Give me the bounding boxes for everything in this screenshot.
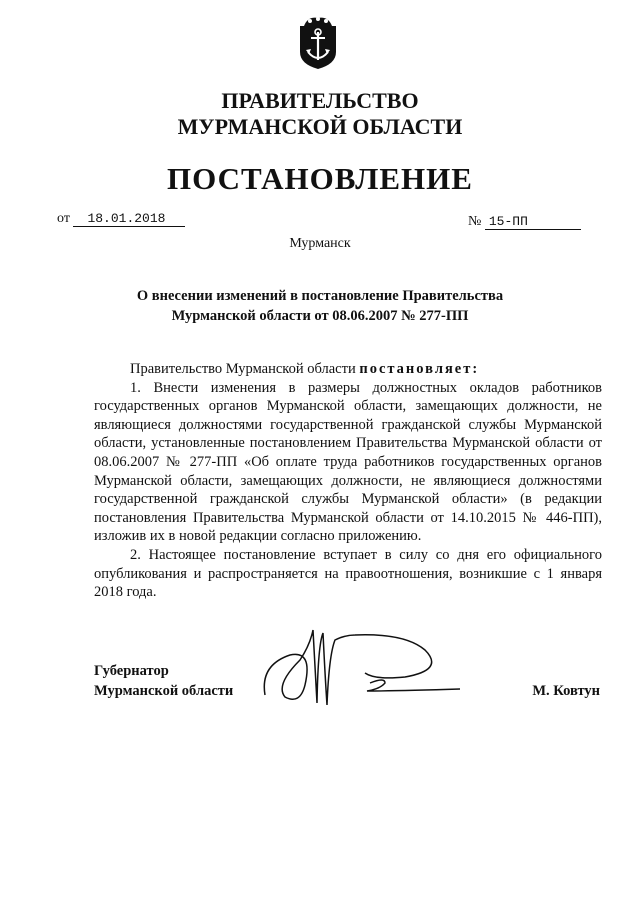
date-prefix: от	[57, 211, 70, 226]
murmansk-coat-of-arms-icon	[296, 14, 340, 70]
number-prefix: №	[468, 214, 482, 229]
signatory-position	[94, 661, 233, 701]
position-line2: Мурманской области	[94, 683, 234, 699]
handwritten-signature	[255, 625, 470, 715]
subject-line1: О внесении изменений в постановление Правительства	[136, 288, 504, 304]
intro-paragraph	[94, 360, 602, 379]
date-field	[57, 211, 185, 227]
paragraph-1: 1. Внести изменения в размеры должностных окладов работников государственных органов Мурманской области, замещающих должности, не являющиеся должностями государственной гражданской службы Мурманской области, установленные постановлением Правительства Мурманской области от 08.06.2007 № 277-ПП «Об оплате труда работников государственных органов Мурманской области, замещающих должности, не являющиеся должностями государственной гражданской службы Мурманской области» (в редакции постановления Правительства Мурманской области от 14.10.2015 № 446-ПП), изложив их в новой редакции согласно приложению.	[94, 379, 602, 545]
position-line1: Губернатор	[94, 663, 169, 679]
paragraph-2: 2. Настоящее постановление вступает в силу со дня его официального опубликования и распространяется на правоотношения, возникшие с 1 января 2018 года.	[94, 546, 602, 601]
date-value: 18.01.2018	[73, 211, 185, 227]
signatory-name: М. Ковтун	[532, 683, 600, 699]
city-name: Мурманск	[289, 236, 351, 251]
subject-line2: Мурманской области от 08.06.2007 № 277-ПП	[171, 308, 469, 324]
number-value: 15-ПП	[485, 214, 581, 230]
document-subject	[0, 286, 640, 326]
document-body	[94, 360, 602, 602]
number-field	[468, 214, 581, 230]
org-name-line2: МУРМАНСКОЙ ОБЛАСТИ	[177, 114, 463, 139]
document-type-title: ПОСТАНОВЛЕНИЕ	[167, 161, 473, 196]
intro-text: Правительство Мурманской области	[130, 361, 360, 377]
intro-decree-word: постановляет:	[359, 361, 480, 377]
org-name-line1: ПРАВИТЕЛЬСТВО	[221, 88, 419, 113]
